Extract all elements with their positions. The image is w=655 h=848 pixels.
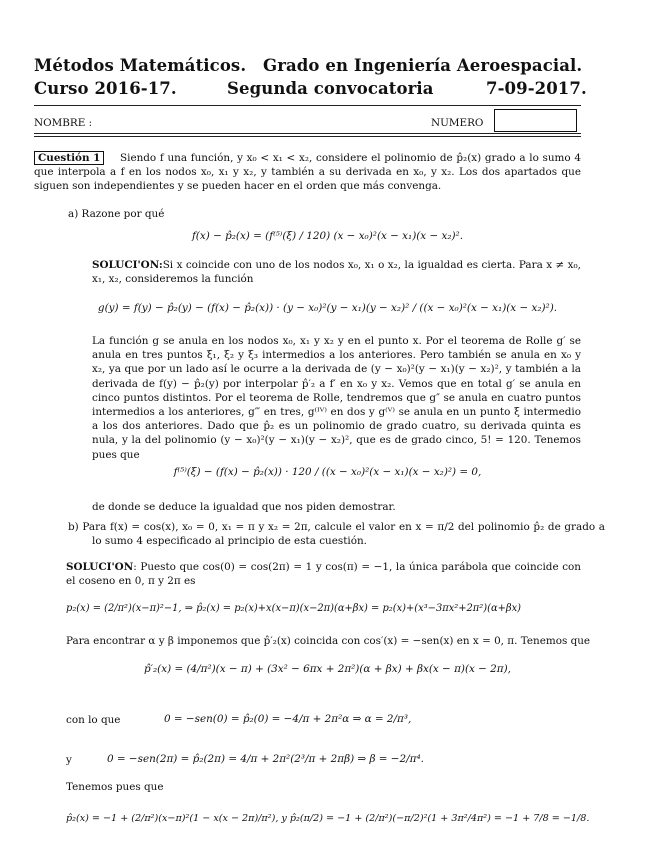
equation-beta: 0 = −sen(2π) = p̂₂(2π) = 4/π + 2π²(2³/π + 2πβ) ⇒ β = −2/π⁴. — [107, 753, 424, 765]
number-label: NUMERO — [431, 117, 484, 129]
equation-g-function: g(y) = f(y) − p̂₂(y) − (f(x) − p̂₂(x)) · (y − x₀)²(y − x₁)(y − x₂)² / ((x − x₀)²(x − x₁)(x − x₂)²). — [97, 302, 558, 314]
rule-top — [34, 105, 581, 106]
question-label: Cuestión 1 — [34, 151, 104, 165]
header-title-right: Grado en Ingeniería Aeroespacial. — [263, 56, 583, 75]
equation-parabola: p₂(x) = (2/π²)(x−π)²−1, ⇒ p̂₂(x) = p₂(x)+x(x−π)(x−2π)(α+βx) = p₂(x)+(x³−3πx²+2π²)(α+βx) — [66, 603, 522, 614]
part-b-solution-intro: SOLUCI'ON: Puesto que cos(0) = cos(2π) = 1 y cos(π) = −1, la única parábola que coincide con el coseno en 0, π y 2π es — [66, 561, 581, 588]
equation-error-formula: f(x) − p̂₂(x) = (f⁽⁵⁾(ξ) / 120) (x − x₀)²(x − x₁)(x − x₂)². — [191, 230, 464, 242]
header-title-left: Métodos Matemáticos. — [34, 56, 247, 75]
header-date: 7-09-2017. — [486, 79, 587, 98]
rule-bottom-2 — [34, 136, 581, 137]
equation-derivative: p̂′₂(x) = (4/π²)(x − π) + (3x² − 6πx + 2π²)(α + βx) + βx(x − π)(x − 2π), — [144, 663, 511, 675]
equation-fifth-derivative: f⁽⁵⁾(ξ) − (f(x) − p̂₂(x)) · 120 / ((x − x₀)²(x − x₁)(x − x₂)²) = 0, — [173, 466, 482, 478]
part-a-label: a) Razone por qué — [68, 208, 165, 220]
rule-bottom-1 — [34, 133, 581, 134]
equation-final-result: p̂₂(x) = −1 + (2/π²)(x−π)²(1 − x(x − 2π)/π²), y p̂₂(π/2) = −1 + (2/π²)(−π/2)²(1 + 3π²/4π²) = −1 + 7/8 = −1/8. — [66, 813, 590, 824]
part-a-rolle-argument: La función g se anula en los nodos x₀, x₁ y x₂ y en el punto x. Por el teorema de Rolle g′ se anula en tres puntos ξ₁, ξ₂ y ξ₃ intermedios a los anteriores. Pero también se anula en x₀ y x₂, ya que por un lado así le ocurre a la derivada de (y − x₀)²(y − x₁)(y − x₂)², y también a la derivada de f(y) − p̂₂(y) por interpolar p̂′₂ a f′ en x₀ y x₂. Vemos que en total g′ se anula en cinco puntos distintos. Por el teorema de Rolle, tendremos que g″ se anula en cuatro puntos intermedios a los anteriores, g‴ en tres, g⁽ᴵⱽ⁾ en dos y g⁽ⱽ⁾ se anula en un punto ξ intermedio a los dos anteriores. Dado que p̂₂ es un polinomio de grado cuatro, su derivada quinta es nula, y la del polinomio (y − x₀)²(y − x₁)(y − x₂)², que es de grado cinco, 5! = 120. Tenemos pues que — [92, 335, 581, 461]
question-intro: Siendo f una función, y x₀ < x₁ < x₂, considere el polinomio de p̂₂(x) grado a lo sumo 4 que interpola a f en los nodos x₀, x₁ y x₂, y también a su derivada en x₀, y x₂. Los dos apartados que siguen son independientes y se pueden hacer en el orden que más convenga. — [34, 152, 581, 193]
part-b-conditions: Para encontrar α y β imponemos que p̂′₂(x) coincida con cos′(x) = −sen(x) en x = 0, π. Tenemos que — [66, 635, 591, 647]
lead-y: y — [66, 754, 72, 766]
part-a-conclusion: de donde se deduce la igualdad que nos piden demostrar. — [92, 501, 396, 513]
lead-con-lo-que: con lo que — [66, 714, 121, 726]
part-a-solution-intro: SOLUCI'ON:Si x coincide con uno de los nodos x₀, x₁ o x₂, la igualdad es cierta. Para x ≠ x₀, x₁, x₂, consideremos la función — [92, 259, 581, 286]
equation-alpha: 0 = −sen(0) = p̂₂(0) = −4/π + 2π²α ⇒ α = 2/π³, — [164, 713, 412, 725]
header-course: Curso 2016-17. — [34, 79, 177, 98]
part-b-therefore: Tenemos pues que — [66, 781, 164, 793]
header-session: Segunda convocatoria — [227, 79, 434, 98]
number-field[interactable] — [494, 109, 577, 132]
name-label: NOMBRE : — [34, 117, 93, 129]
part-b-statement: b) Para f(x) = cos(x), x₀ = 0, x₁ = π y x₂ = 2π, calcule el valor en x = π/2 del polinomio p̂₂ de grado a lo sumo 4 especificado al principio de esta cuestión. — [68, 521, 605, 548]
